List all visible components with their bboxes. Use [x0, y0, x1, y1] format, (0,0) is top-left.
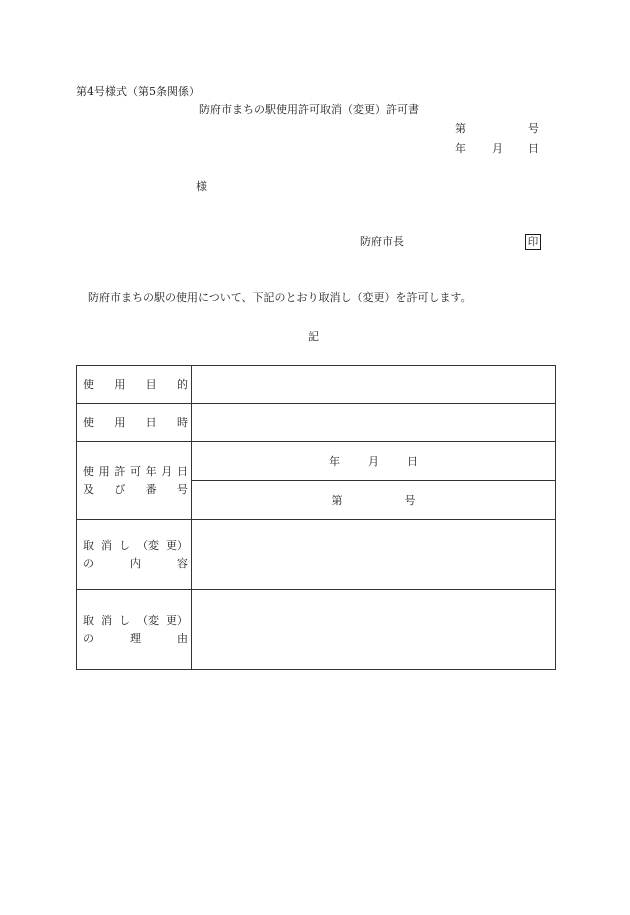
- permit-date-year: 年: [329, 455, 340, 468]
- issuer-name: 防府市長: [360, 235, 404, 248]
- doc-date-month: 月: [492, 142, 503, 155]
- table-row-content: [77, 520, 556, 590]
- details-table: [76, 365, 556, 670]
- addressee-sama: 様: [196, 180, 207, 193]
- datetime-value-cell[interactable]: [192, 404, 556, 442]
- permit-label: 使 用 許 可 年 月 日 及 び 番 号: [77, 442, 192, 520]
- permit-date-month: 月: [368, 455, 379, 468]
- reason-label: 取 消 し （変 更） の 理 由: [77, 590, 192, 670]
- permit-date-cell[interactable]: [192, 442, 556, 481]
- document-title: 防府市まちの駅使用許可取消（変更）許可書: [199, 103, 419, 116]
- purpose-value-cell[interactable]: [192, 366, 556, 404]
- form-number: 第4号様式（第5条関係）: [76, 85, 200, 98]
- datetime-label: 使 用 日 時: [77, 404, 192, 442]
- permit-no-dai: 第: [331, 494, 343, 507]
- seal-mark: 印: [525, 234, 541, 250]
- reason-value-cell[interactable]: [192, 590, 556, 670]
- purpose-label: 使 用 目 的: [77, 366, 192, 404]
- doc-date-year: 年: [455, 142, 466, 155]
- table-row-permit-date: [77, 442, 556, 481]
- table-row-purpose: [77, 366, 556, 404]
- table-row-datetime: [77, 404, 556, 442]
- content-label: 取 消 し （変 更） の 内 容: [77, 520, 192, 590]
- content-value-cell[interactable]: [192, 520, 556, 590]
- ki-heading: 記: [308, 330, 319, 343]
- doc-date-day: 日: [528, 142, 539, 155]
- doc-no-dai: 第: [455, 122, 466, 135]
- table-row-reason: [77, 590, 556, 670]
- body-text: 防府市まちの駅の使用について、下記のとおり取消し（変更）を許可します。: [88, 291, 472, 304]
- permit-number-cell[interactable]: [192, 481, 556, 520]
- permit-date-day: 日: [407, 455, 418, 468]
- doc-no-go: 号: [528, 122, 539, 135]
- permit-no-go: 号: [404, 494, 416, 507]
